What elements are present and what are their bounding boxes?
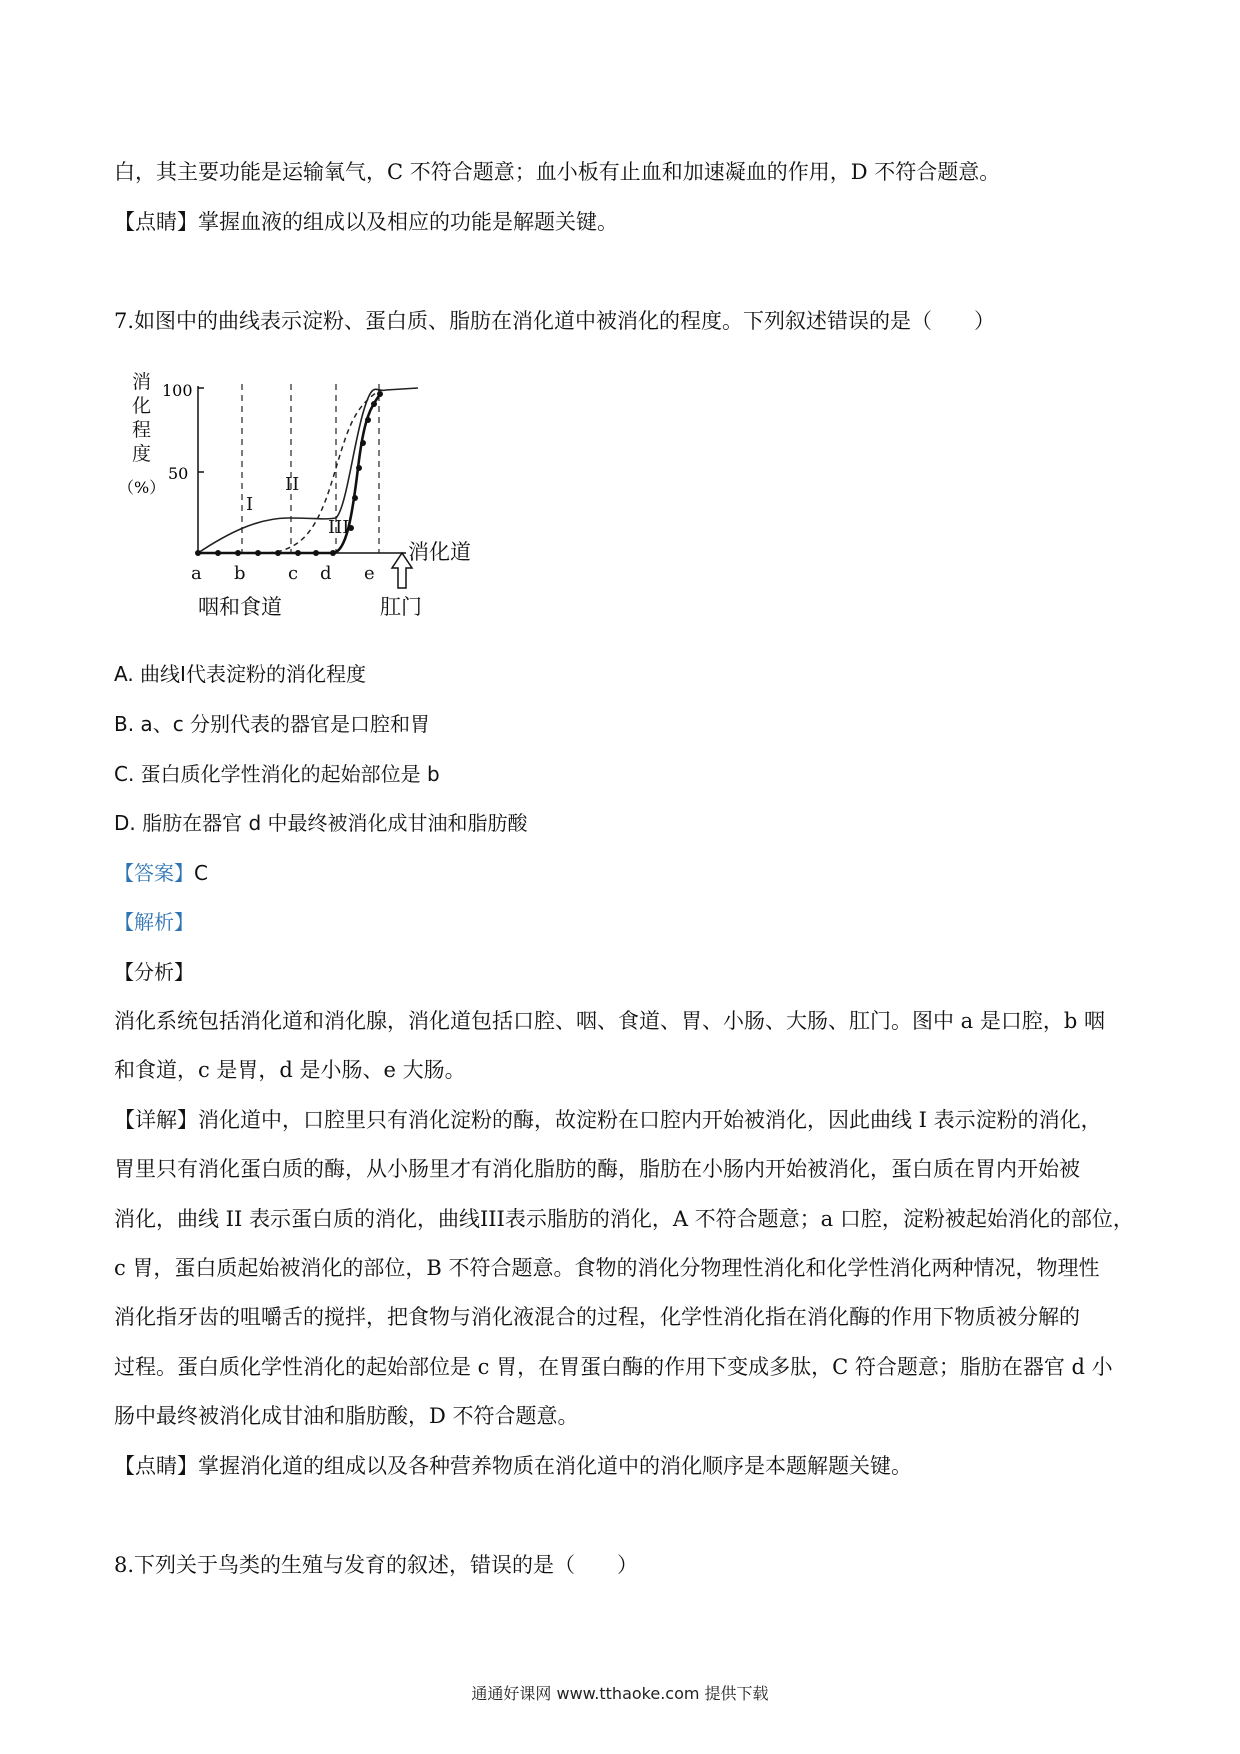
fenxi-label: 【分析】	[114, 960, 194, 984]
option-b: B. a、c 分别代表的器官是口腔和胃	[114, 712, 431, 736]
x-letter-b: b	[234, 563, 246, 584]
tip-2: 【点睛】掌握消化道的组成以及各种营养物质在消化道中的消化顺序是本题解题关键。	[114, 1454, 912, 1478]
detail-line-6: 过程。蛋白质化学性消化的起始部位是 c 胃，在胃蛋白酶的作用下变成多肽，C 符合题意；脂肪在器官 d 小	[114, 1355, 1113, 1379]
x-axis-label: 消化道	[408, 540, 471, 564]
detail-line-3: 消化，曲线 II 表示蛋白质的消化，曲线III表示脂肪的消化，A 不符合题意；a 口腔，淀粉被起始消化的部位，	[114, 1207, 1134, 1231]
answer-value: C	[194, 861, 208, 885]
curve-III-label: III	[328, 517, 350, 538]
option-a: A. 曲线I代表淀粉的消化程度	[114, 662, 366, 686]
ylabel-char-4: 度	[132, 443, 152, 465]
analysis-line-2: 和食道，c 是胃，d 是小肠、e 大肠。	[114, 1058, 466, 1082]
pharynx-label: 咽和食道	[198, 595, 282, 619]
footer: 通通好课网 www.tthaoke.com 提供下载	[471, 1684, 769, 1703]
answer-label: 【答案】	[114, 861, 194, 885]
ylabel-char-1: 消	[132, 371, 152, 393]
ytick-100: 100	[162, 381, 193, 400]
detail-line-7: 肠中最终被消化成甘油和脂肪酸，D 不符合题意。	[114, 1404, 579, 1428]
option-d: D. 脂肪在器官 d 中最终被消化成甘油和脂肪酸	[114, 811, 528, 835]
x-letter-c: c	[288, 563, 299, 584]
analysis-line-1: 消化系统包括消化道和消化腺，消化道包括口腔、咽、食道、胃、小肠、大肠、肛门。图中 a 是口腔，b 咽	[114, 1009, 1105, 1033]
question-8: 8.下列关于鸟类的生殖与发育的叙述，错误的是（ ）	[114, 1553, 639, 1577]
curve-I-label: I	[246, 494, 254, 515]
anus-label: 肛门	[380, 595, 422, 619]
x-letter-a: a	[191, 563, 202, 584]
digestion-curve-figure	[118, 368, 538, 633]
detail-line-5: 消化指牙齿的咀嚼舌的搅拌，把食物与消化液混合的过程，化学性消化指在消化酶的作用下物质被分解的	[114, 1305, 1080, 1329]
x-letter-e: e	[364, 563, 375, 584]
answer-line	[114, 858, 1134, 888]
question-7: 7.如图中的曲线表示淀粉、蛋白质、脂肪在消化道中被消化的程度。下列叙述错误的是（ ）	[114, 309, 996, 333]
ylabel-char-3: 程	[132, 419, 152, 441]
digestion-curve-svg	[118, 368, 538, 633]
ylabel-unit: （%）	[118, 478, 166, 497]
line-1: 白，其主要功能是运输氧气，C 不符合题意；血小板有止血和加速凝血的作用，D 不符合题意。	[114, 160, 1001, 184]
curve-I-starch	[198, 388, 418, 553]
ytick-50: 50	[168, 464, 189, 483]
x-letter-d: d	[320, 563, 332, 584]
detail-line-1: 【详解】消化道中，口腔里只有消化淀粉的酶，故淀粉在口腔内开始被消化，因此曲线 I 表示淀粉的消化，	[114, 1108, 1102, 1132]
detail-line-4: c 胃，蛋白质起始被消化的部位，B 不符合题意。食物的消化分物理性消化和化学性消化两种情况，物理性	[114, 1256, 1100, 1280]
analysis-label: 【解析】	[114, 910, 194, 934]
detail-line-2: 胃里只有消化蛋白质的酶，从小肠里才有消化脂肪的酶，脂肪在小肠内开始被消化，蛋白质在胃内开始被	[114, 1157, 1080, 1181]
tip-1: 【点睛】掌握血液的组成以及相应的功能是解题关键。	[114, 210, 618, 234]
ylabel-char-2: 化	[132, 395, 152, 417]
option-c: C. 蛋白质化学性消化的起始部位是 b	[114, 762, 440, 786]
curve-II-label: II	[285, 474, 300, 495]
